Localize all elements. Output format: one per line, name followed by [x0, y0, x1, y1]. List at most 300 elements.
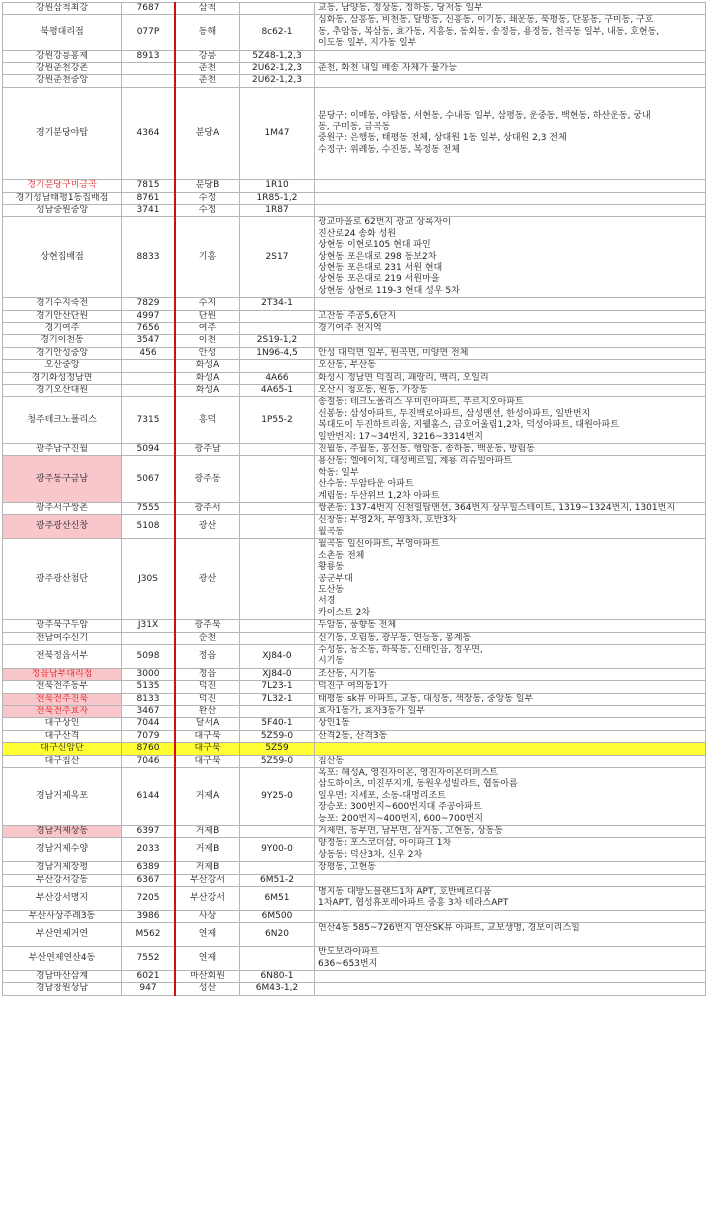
delivery-area-line: 중원구: 은행동, 태평동 전체, 상대원 1동 일부, 상대원 2,3 전체 [318, 133, 567, 144]
route-code-cell [240, 503, 315, 515]
branch-name-cell: 경기여주 [3, 322, 122, 334]
route-code-cell: 2U62-1,2,3 [240, 75, 315, 87]
branch-code-cell: 7656 [122, 322, 176, 334]
branch-code-cell: 6144 [122, 768, 176, 826]
route-code-cell: 5Z48-1,2,3 [240, 50, 315, 62]
branch-code-cell: 3741 [122, 204, 176, 216]
delivery-area-line: 동, 추암동, 복삼동, 효가동, 지흥동, 동회동, 송정동, 용정동, 천곡동 일부, 내동, 호현동, [318, 26, 660, 37]
branch-name-cell: 부산강서강동 [3, 874, 122, 886]
delivery-areas-cell [315, 3, 706, 15]
branch-name-cell: 경기분당구미금곡 [3, 180, 122, 192]
delivery-areas-cell [315, 217, 706, 298]
branch-code-cell: 2033 [122, 838, 176, 862]
branch-name-cell: 전북전주효자 [3, 705, 122, 717]
delivery-area-line: 양정동: 포스코더샵, 아이파크 1차 [318, 838, 452, 849]
delivery-area-line: 고잔동 주공5,6단지 [318, 310, 397, 321]
district-cell: 완산 [175, 705, 240, 717]
branch-code-cell [122, 63, 176, 75]
delivery-area-line: 상현동 포은대로 298 동보2차 [318, 251, 437, 262]
table-row [3, 347, 706, 359]
branch-code-cell: 8133 [122, 693, 176, 705]
branch-code-cell: M562 [122, 923, 176, 947]
delivery-areas-cell [315, 385, 706, 397]
delivery-areas-cell [315, 15, 706, 50]
delivery-area-line: 경기여주 전지역 [318, 322, 382, 333]
branch-name-cell: 전북전주동부 [3, 681, 122, 693]
branch-code-cell: 8913 [122, 50, 176, 62]
branch-name-cell: 광주남구진월 [3, 444, 122, 456]
district-cell: 대구북 [175, 755, 240, 767]
route-code-cell: 1N96-4,5 [240, 347, 315, 359]
district-cell: 분당B [175, 180, 240, 192]
delivery-area-line: 시기동 [318, 656, 345, 667]
branch-name-cell: 광주서구쌍촌 [3, 503, 122, 515]
branch-code-cell: 5067 [122, 456, 176, 503]
delivery-area-line: 산수동: 두암타운 아파트 [318, 479, 414, 490]
delivery-areas-cell [315, 838, 706, 862]
delivery-area-line: 상현동 이현로105 현대 파인 [318, 240, 431, 251]
branch-code-cell: 6367 [122, 874, 176, 886]
delivery-area-line: 월곡동 일신아파트, 부영아파트 [318, 539, 440, 550]
delivery-areas-cell [315, 180, 706, 192]
route-code-cell: 1M47 [240, 87, 315, 179]
table-row [3, 730, 706, 742]
branch-code-cell: 4997 [122, 310, 176, 322]
district-cell: 거제A [175, 768, 240, 826]
district-cell: 여주 [175, 322, 240, 334]
branch-name-cell: 부산연제연산4동 [3, 947, 122, 971]
district-cell: 단원 [175, 310, 240, 322]
route-code-cell: 5Z59 [240, 743, 315, 755]
delivery-area-line: 장승포: 300번지~600번지대 주공아파트 [318, 802, 482, 813]
delivery-area-line: 산격2동, 산격3동 [318, 730, 388, 741]
branch-name-cell: 경남마산삼계 [3, 970, 122, 982]
branch-code-cell: 7829 [122, 298, 176, 310]
delivery-areas-cell [315, 730, 706, 742]
route-code-cell: 5Z59-0 [240, 755, 315, 767]
delivery-areas-cell [315, 372, 706, 384]
table-row [3, 503, 706, 515]
route-code-cell: 4A65-1 [240, 385, 315, 397]
route-code-cell [240, 632, 315, 644]
branch-name-cell: 경남거제옥포 [3, 768, 122, 826]
delivery-area-line: 교동, 남양동, 정상동, 정하동, 당저동 일부 [318, 3, 483, 13]
branch-code-cell: 077P [122, 15, 176, 50]
delivery-area-line: 상동동: 덕산3차, 신우 2차 [318, 849, 423, 860]
route-code-cell: 6M500 [240, 910, 315, 922]
delivery-area-line [318, 911, 702, 922]
route-code-cell: 2T34-1 [240, 298, 315, 310]
table-row [3, 63, 706, 75]
delivery-area-line [318, 88, 702, 99]
route-code-cell [240, 310, 315, 322]
delivery-area-line: 신기동, 오림동, 광무동, 연등동, 봉계동 [318, 632, 472, 643]
district-cell: 화성A [175, 372, 240, 384]
district-cell: 수지 [175, 298, 240, 310]
route-code-cell: 1R87 [240, 204, 315, 216]
delivery-area-line: 상현동 상현로 119-3 현대 성우 5차 [318, 285, 460, 296]
delivery-areas-cell [315, 539, 706, 620]
delivery-area-line [318, 935, 702, 946]
district-cell: 수정 [175, 204, 240, 216]
delivery-area-line: 안성 대덕면 일부, 원곡면, 미양면 전체 [318, 347, 469, 358]
delivery-areas-cell [315, 50, 706, 62]
table-row [3, 75, 706, 87]
route-code-cell: 2U62-1,2,3 [240, 63, 315, 75]
route-code-cell [240, 3, 315, 15]
table-row [3, 322, 706, 334]
route-code-cell [240, 515, 315, 539]
table-row [3, 718, 706, 730]
district-cell: 기흥 [175, 217, 240, 298]
delivery-area-line: 신봉동: 삼성아파트, 두진백로아파트, 삼성맨션, 한성아파트, 일반번지 [318, 408, 591, 419]
table-row [3, 444, 706, 456]
table-row [3, 862, 706, 874]
district-cell: 순천 [175, 632, 240, 644]
route-code-cell: 7L23-1 [240, 681, 315, 693]
district-cell: 마산회원 [175, 970, 240, 982]
route-code-cell [240, 322, 315, 334]
table-row [3, 887, 706, 911]
route-code-cell [240, 620, 315, 632]
branch-code-cell: 5098 [122, 644, 176, 668]
delivery-areas-cell [315, 310, 706, 322]
delivery-area-line: 복대도이 두진하트리움, 지웰홈스, 금호어울림1,2차, 덕성아파트, 대원아파트 [318, 420, 619, 431]
branch-name-cell: 경기성남태평1동집배점 [3, 192, 122, 204]
district-cell: 달서A [175, 718, 240, 730]
branch-name-cell: 광주북구두암 [3, 620, 122, 632]
delivery-areas-cell [315, 970, 706, 982]
delivery-area-line [318, 971, 702, 982]
route-code-cell [240, 862, 315, 874]
delivery-area-line: 상현동 포은대로 219 서원마을 [318, 274, 440, 285]
table-row [3, 539, 706, 620]
delivery-areas-cell [315, 755, 706, 767]
route-code-cell: 8c62-1 [240, 15, 315, 50]
district-cell: 거제B [175, 862, 240, 874]
delivery-area-line: 소촌동 전체 [318, 550, 365, 561]
branch-name-cell: 광주동구금남 [3, 456, 122, 503]
delivery-areas-cell [315, 718, 706, 730]
branch-name-cell: 성남중원중앙 [3, 204, 122, 216]
district-cell: 부산강서 [175, 887, 240, 911]
route-code-cell: 5F40-1 [240, 718, 315, 730]
delivery-area-line: 침산동 [318, 755, 345, 766]
branch-name-cell: 부산연제거연 [3, 923, 122, 947]
route-code-cell: 1P55-2 [240, 397, 315, 444]
table-row [3, 372, 706, 384]
delivery-area-line: 일우면: 지세포, 소동-대명리조트 [318, 790, 446, 801]
branch-name-cell: 전북전주진북 [3, 693, 122, 705]
table-row [3, 743, 706, 755]
delivery-areas-cell [315, 347, 706, 359]
delivery-area-line [318, 168, 702, 179]
delivery-area-line: 태평동 sk뷰 아파트, 교동, 대성동, 색장동, 중앙동 일부 [318, 693, 534, 704]
delivery-area-line: 공군부대 [318, 573, 353, 584]
delivery-area-line: 진월동, 주월동, 봉선동, 행암동, 송하동, 백운동, 방림동 [318, 444, 535, 455]
branch-code-cell: 5108 [122, 515, 176, 539]
delivery-area-line [318, 51, 702, 62]
district-cell: 덕진 [175, 681, 240, 693]
delivery-areas-cell [315, 322, 706, 334]
route-code-cell: 1R10 [240, 180, 315, 192]
table-row [3, 705, 706, 717]
route-code-cell: 5Z59-0 [240, 730, 315, 742]
branch-code-cell: 7079 [122, 730, 176, 742]
delivery-area-line: 계림동: 두산위브 1,2차 아파트 [318, 490, 440, 501]
branch-code-cell: 5094 [122, 444, 176, 456]
delivery-area-line: 옥포: 헤성A, 영진자이온, 영진자이온더퍼스트 [318, 768, 498, 778]
route-code-cell: 6N20 [240, 923, 315, 947]
delivery-area-table [2, 2, 706, 996]
district-cell: 춘천 [175, 75, 240, 87]
delivery-areas-cell [315, 397, 706, 444]
route-code-cell: 9Y25-0 [240, 768, 315, 826]
branch-code-cell: J31X [122, 620, 176, 632]
table-row [3, 360, 706, 372]
table-row [3, 3, 706, 15]
delivery-area-line: 광교마을로 62번지 광교 상록자이 [318, 217, 452, 228]
delivery-area-line [318, 156, 702, 167]
delivery-area-line [318, 99, 702, 110]
delivery-areas-cell [315, 503, 706, 515]
branch-code-cell: 456 [122, 347, 176, 359]
delivery-area-line: 서경 [318, 596, 336, 607]
table-row [3, 456, 706, 503]
branch-code-cell: 7552 [122, 947, 176, 971]
delivery-area-line [318, 875, 702, 886]
branch-name-cell: 부산사상주례3동 [3, 910, 122, 922]
delivery-area-line [318, 298, 702, 309]
branch-code-cell [122, 385, 176, 397]
branch-code-cell: 7205 [122, 887, 176, 911]
delivery-areas-cell [315, 910, 706, 922]
delivery-areas-cell [315, 456, 706, 503]
delivery-areas-cell [315, 360, 706, 372]
delivery-area-line: 수성동, 농소동, 하북동, 신태인읍, 정우면, [318, 644, 483, 655]
route-code-cell: 1R85-1,2 [240, 192, 315, 204]
delivery-areas-cell [315, 668, 706, 680]
route-code-cell [240, 826, 315, 838]
table-row [3, 50, 706, 62]
delivery-area-line: 동, 구미동, 금곡동 [318, 122, 391, 133]
branch-name-cell: 광주광산첨단 [3, 539, 122, 620]
branch-code-cell: J30S [122, 539, 176, 620]
route-code-cell: 6M43-1,2 [240, 983, 315, 995]
branch-name-cell: 오산중앙 [3, 360, 122, 372]
table-row [3, 838, 706, 862]
table-row [3, 335, 706, 347]
district-cell: 동해 [175, 15, 240, 50]
delivery-area-line: 오산동, 부산동 [318, 360, 376, 371]
district-cell: 분당A [175, 87, 240, 179]
delivery-areas-cell [315, 983, 706, 995]
delivery-areas-cell [315, 743, 706, 755]
delivery-area-line: 일반번지: 17~34번지, 3216~3314번지 [318, 431, 483, 442]
delivery-area-line: 거제면, 동부면, 남부면, 삼거동, 고현동, 상동동 [318, 826, 504, 837]
branch-name-cell: 강원춘천중앙 [3, 75, 122, 87]
delivery-areas-cell [315, 75, 706, 87]
district-cell: 덕진 [175, 693, 240, 705]
delivery-areas-cell [315, 947, 706, 971]
delivery-area-line: 삼도하이츠, 미진푸지개, 동원우성빌라트, 협동아름 [318, 779, 518, 790]
table-row [3, 947, 706, 971]
route-code-cell: XJ84-0 [240, 668, 315, 680]
route-code-cell [240, 360, 315, 372]
district-cell: 부산강서 [175, 874, 240, 886]
branch-code-cell: 7555 [122, 503, 176, 515]
route-code-cell: 6M51-2 [240, 874, 315, 886]
table-row [3, 310, 706, 322]
branch-name-cell: 경기수지죽전 [3, 298, 122, 310]
delivery-area-line: 화성시 정남면 덕질리, 괘랑리, 백리, 오일리 [318, 372, 489, 383]
branch-name-cell: 강원삼척최강 [3, 3, 122, 15]
route-code-cell: 6N80-1 [240, 970, 315, 982]
district-cell: 흥덕 [175, 397, 240, 444]
district-cell: 연제 [175, 947, 240, 971]
district-cell: 광주서 [175, 503, 240, 515]
district-cell: 춘천 [175, 63, 240, 75]
district-cell: 화성A [175, 360, 240, 372]
branch-code-cell [122, 632, 176, 644]
route-code-cell [240, 444, 315, 456]
district-cell: 대구북 [175, 730, 240, 742]
district-cell: 광주남 [175, 444, 240, 456]
delivery-areas-cell [315, 192, 706, 204]
table-row [3, 693, 706, 705]
delivery-areas-cell [315, 923, 706, 947]
district-cell: 광주동 [175, 456, 240, 503]
delivery-areas-cell [315, 644, 706, 668]
delivery-area-line [318, 983, 702, 994]
table-row [3, 204, 706, 216]
branch-code-cell: 8833 [122, 217, 176, 298]
delivery-area-line [318, 75, 702, 86]
branch-code-cell: 6397 [122, 826, 176, 838]
branch-name-cell: 경남거제상동 [3, 826, 122, 838]
delivery-area-line: 도산동 [318, 584, 345, 595]
branch-name-cell: 북평대리점 [3, 15, 122, 50]
delivery-area-line: 심화동, 삼흥동, 비천동, 달방동, 신흥동, 이기동, 쇄운동, 북평동, 단봉동, 구미동, 구호 [318, 15, 654, 26]
delivery-area-line: 진산로24 송화 성원 [318, 228, 397, 239]
branch-name-cell: 경기화성정남면 [3, 372, 122, 384]
branch-code-cell: 3467 [122, 705, 176, 717]
delivery-area-line: 카이스트 2차 [318, 607, 371, 618]
route-code-cell: 2S19-1,2 [240, 335, 315, 347]
delivery-area-line: 636~653번지 [318, 958, 378, 969]
table-row [3, 298, 706, 310]
table-row [3, 385, 706, 397]
route-code-cell [240, 705, 315, 717]
branch-code-cell: 3547 [122, 335, 176, 347]
branch-name-cell: 대구침산 [3, 755, 122, 767]
branch-name-cell: 경기오산대원 [3, 385, 122, 397]
branch-name-cell: 경남거제장평 [3, 862, 122, 874]
branch-name-cell: 부산강서명지 [3, 887, 122, 911]
table-row [3, 217, 706, 298]
branch-name-cell: 경기안산단원 [3, 310, 122, 322]
route-code-cell: XJ84-0 [240, 644, 315, 668]
route-code-cell [240, 456, 315, 503]
delivery-area-line: 반도보라아파트 [318, 947, 379, 958]
delivery-areas-cell [315, 444, 706, 456]
district-cell: 광산 [175, 539, 240, 620]
delivery-areas-cell [315, 681, 706, 693]
branch-code-cell [122, 360, 176, 372]
delivery-area-line [318, 205, 702, 216]
branch-code-cell [122, 75, 176, 87]
branch-code-cell: 8761 [122, 192, 176, 204]
delivery-area-line: 분당구: 이매동, 야탑동, 서현동, 수내동 일부, 삼평동, 운중동, 백현동, 하산운동, 궁내 [318, 110, 651, 121]
table-row [3, 192, 706, 204]
delivery-areas-cell [315, 620, 706, 632]
branch-code-cell [122, 372, 176, 384]
route-code-cell [240, 947, 315, 971]
table-row [3, 983, 706, 995]
branch-code-cell: 7315 [122, 397, 176, 444]
branch-code-cell: 5135 [122, 681, 176, 693]
table-row [3, 910, 706, 922]
district-cell: 정읍 [175, 668, 240, 680]
delivery-area-line [318, 335, 702, 346]
delivery-areas-cell [315, 515, 706, 539]
branch-name-cell: 경남거제수양 [3, 838, 122, 862]
route-code-cell: 6M51 [240, 887, 315, 911]
delivery-area-line: 능포: 200번지~400번지, 600~700번지 [318, 813, 483, 824]
delivery-area-line: 용산동: 엘에이치, 대성베르힐, 계룡 리슈빌아파트 [318, 456, 513, 467]
delivery-area-line: 학동: 일부 [318, 467, 359, 478]
delivery-area-line: 황룡동 [318, 562, 345, 573]
route-code-cell: 7L32-1 [240, 693, 315, 705]
branch-code-cell: 6389 [122, 862, 176, 874]
route-code-cell: 4A66 [240, 372, 315, 384]
delivery-areas-cell [315, 298, 706, 310]
delivery-area-line: 1차APT, 협성휴포레아파트 중흥 3차 테라스APT [318, 898, 509, 909]
district-cell: 사상 [175, 910, 240, 922]
district-cell: 거제B [175, 838, 240, 862]
table-row [3, 755, 706, 767]
district-cell: 수정 [175, 192, 240, 204]
branch-name-cell: 정읍남부대리점 [3, 668, 122, 680]
district-cell: 연제 [175, 923, 240, 947]
branch-code-cell: 7687 [122, 3, 176, 15]
district-cell: 화성A [175, 385, 240, 397]
district-cell: 삼척 [175, 3, 240, 15]
delivery-area-line: 월곡동 [318, 526, 345, 537]
table-body [3, 3, 706, 996]
delivery-area-line: 두암동, 풍향동 전체 [318, 620, 397, 631]
delivery-area-line: 명지동 대방노블랜드1차 APT, 호반베르디움 [318, 887, 492, 898]
branch-name-cell: 강원강릉홍제 [3, 50, 122, 62]
branch-name-cell: 전남여수신기 [3, 632, 122, 644]
district-cell: 정읍 [175, 644, 240, 668]
delivery-area-line [318, 743, 702, 754]
delivery-area-line: 신창동: 부영2차, 부영3차, 호반3차 [318, 515, 457, 526]
delivery-area-line: 조산동, 시기동 [318, 668, 376, 679]
delivery-area-line: 춘천, 화천 내일 배송 자체가 불가능 [318, 63, 457, 74]
table-row [3, 681, 706, 693]
table-row [3, 180, 706, 192]
delivery-areas-cell [315, 204, 706, 216]
branch-code-cell: 4364 [122, 87, 176, 179]
branch-name-cell: 상현집배점 [3, 217, 122, 298]
branch-code-cell: 3000 [122, 668, 176, 680]
delivery-areas-cell [315, 693, 706, 705]
district-cell: 이천 [175, 335, 240, 347]
branch-code-cell: 947 [122, 983, 176, 995]
delivery-area-line: 이도동 일부, 지가동 일부 [318, 38, 417, 49]
branch-name-cell: 경기이천동 [3, 335, 122, 347]
